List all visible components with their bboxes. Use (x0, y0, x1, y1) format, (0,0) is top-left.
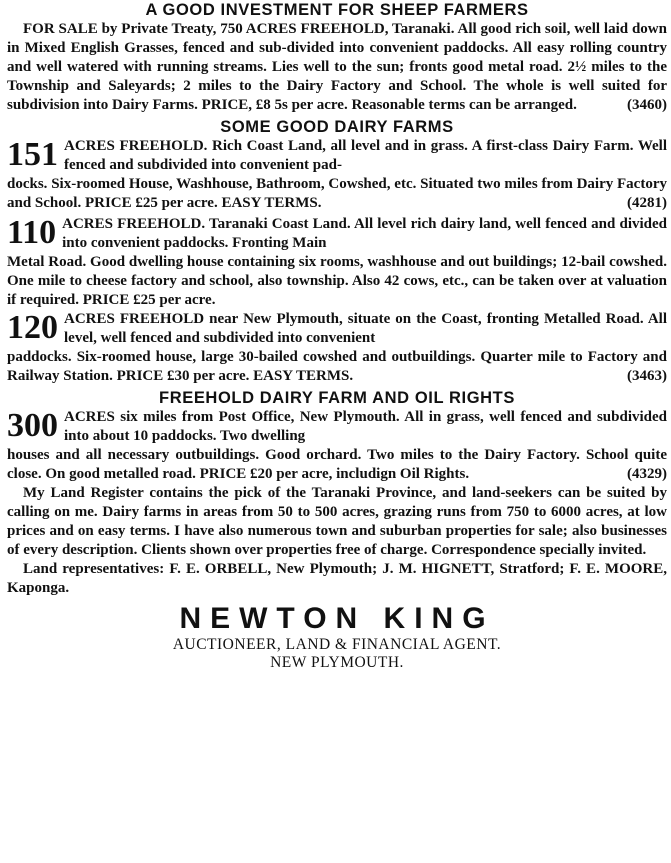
lot-lead: ACRES FREEHOLD near New Plymouth, situate on the Coast, fronting Metalled Road. All level, well fenced and subdivided into convenient (64, 311, 667, 346)
section-heading-oil: FREEHOLD DAIRY FARM AND OIL RIGHTS (159, 389, 515, 407)
agent-title: AUCTIONEER, LAND & FINANCIAL AGENT. (172, 636, 502, 653)
sheep-farm-listing (7, 20, 667, 115)
lot-body: Metal Road. Good dwelling house containing six rooms, washhouse and out buildings; 12-bail cowshed. One mile to cheese factory and school, also township. Also 42 cows, etc., can be taken over at valuation if required. PRICE £25 per acre. (7, 254, 667, 308)
sheep-farm-ref: (3460) (627, 97, 667, 113)
lot-body-text: docks. Six-roomed House, Washhouse, Bathroom, Cowshed, etc. Situated two miles from Dairy Factory and School. PRICE £25 per acre. EASY TERMS. (7, 176, 667, 211)
lot-number: 151 (7, 136, 58, 173)
lot-ref: (3463) (627, 368, 667, 384)
lot-number: 110 (7, 214, 57, 251)
agent-place: NEW PLYMOUTH. (270, 654, 404, 671)
agent-name: NEWTON KING (179, 602, 495, 635)
lot-number: 300 (7, 407, 58, 444)
lot-110 (7, 215, 667, 310)
lot-body (7, 348, 667, 386)
lot-body-text: paddocks. Six-roomed house, large 30-bailed cowshed and outbuildings. Quarter mile to Factory and Railway Station. PRICE £30 per acre. EASY TERMS. (7, 349, 667, 384)
lot-ref: (4329) (627, 466, 667, 482)
lot-lead: ACRES FREEHOLD. Taranaki Coast Land. All level rich dairy land, well fenced and divided into convenient paddocks. Fronting Main (62, 216, 667, 251)
lot-300 (7, 408, 667, 484)
land-representatives: Land representatives: F. E. ORBELL, New Plymouth; J. M. HIGNETT, Stratford; F. E. MOORE, Kaponga. (7, 561, 667, 596)
lot-number: 120 (7, 309, 58, 346)
lot-body (7, 446, 667, 484)
lot-120 (7, 310, 667, 386)
section-heading-dairy: SOME GOOD DAIRY FARMS (220, 118, 454, 136)
lot-body-text: houses and all necessary outbuildings. Good orchard. Two miles to the Dairy Factory. School quite close. On good metalled road. PRICE £20 per acre, includign Oil Rights. (7, 447, 667, 482)
lot-ref: (4281) (627, 195, 667, 211)
lot-151 (7, 137, 667, 213)
lot-lead: ACRES six miles from Post Office, New Plymouth. All in grass, well fenced and subdivided into about 10 paddocks. Two dwelling (64, 409, 667, 444)
land-register-paragraph: My Land Register contains the pick of the Taranaki Province, and land-seekers can be suited by calling on me. Dairy farms in areas from 50 to 500 acres, grazing runs from 750 to 6000 acres, at low prices and on easy terms. I have also numerous town and suburban properties for sale; also businesses of every description. Clients shown over properties free of charge. Correspondence specially invited. (7, 485, 667, 558)
sheep-farm-text: FOR SALE by Private Treaty, 750 ACRES FREEHOLD, Taranaki. All good rich soil, well laid down in Mixed English Grasses, fenced and sub-divided into convenient paddocks. All easy rolling country and well watered with running streams. Lies well to the sun; fronts good metal road. 2½ miles to the Township and Saleyards; 2 miles to the Dairy Factory and School. The whole is well suited for subdivision into Dairy Farms. PRICE, £8 5s per acre. Reasonable terms can be arranged. (7, 21, 667, 113)
section-heading-sheep: A GOOD INVESTMENT FOR SHEEP FARMERS (145, 1, 529, 19)
lot-body (7, 175, 667, 213)
lot-lead: ACRES FREEHOLD. Rich Coast Land, all level and in grass. A first-class Dairy Farm. Well fenced and subdivided into convenient pad- (64, 138, 667, 173)
